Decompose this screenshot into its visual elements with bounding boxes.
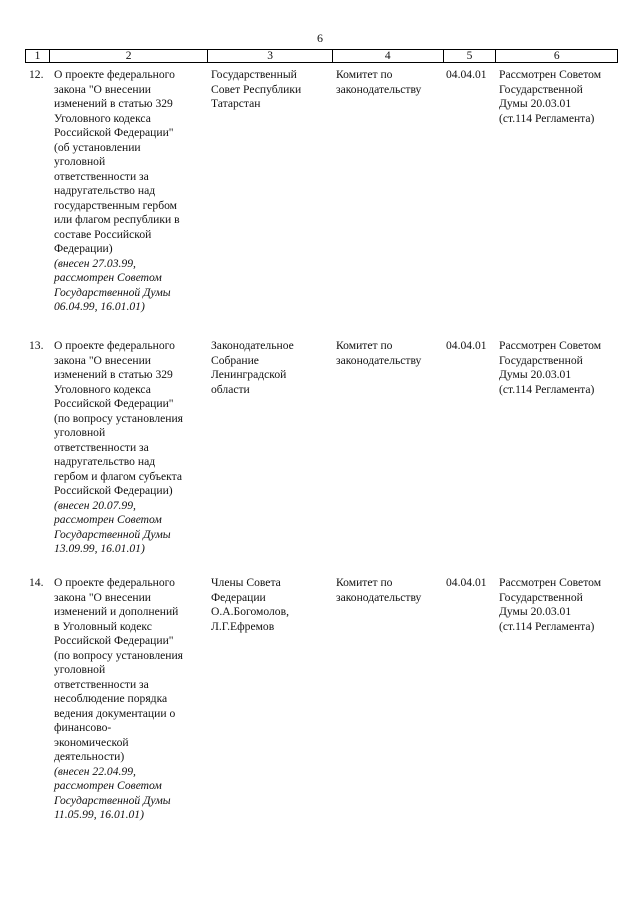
- bill-note-line: (внесен 27.03.99,: [54, 256, 136, 270]
- bill-note-line: Государственной Думы: [54, 285, 171, 299]
- bill-author-line: Собрание: [211, 353, 259, 367]
- row-number-text: 13.: [29, 339, 44, 352]
- decision-date-text: 04.04.01: [446, 576, 487, 589]
- bill-title-line: уголовной: [54, 426, 106, 439]
- bill-status-line: Государственной: [499, 590, 583, 604]
- bill-note-line: (внесен 20.07.99,: [54, 498, 136, 512]
- bill-title: [54, 339, 202, 557]
- bill-note-line: рассмотрен Советом: [54, 779, 162, 792]
- bill-author-line: области: [211, 382, 250, 396]
- bill-status-line: Рассмотрен Советом: [499, 68, 602, 81]
- bill-status-line: Государственной: [499, 82, 583, 96]
- bill-note-line: (внесен 22.04.99,: [54, 764, 136, 778]
- responsible-committee-line: законодательству: [336, 82, 422, 96]
- bill-title-line: Российской Федерации": [54, 634, 174, 647]
- bill-title-line: закона "О внесении: [54, 590, 151, 604]
- column-header-3: 3: [208, 50, 333, 62]
- bill-title-line: гербом и флагом субъекта: [54, 469, 183, 483]
- bill-status-line: (ст.114 Регламента): [499, 111, 595, 125]
- bill-title-line: Уголовного кодекса: [54, 111, 151, 125]
- bill-author-line: Татарстан: [211, 97, 261, 110]
- bill-author: [211, 576, 329, 634]
- bill-title-line: Российской Федерации": [54, 126, 174, 139]
- bill-title-line: изменений и дополнений: [54, 605, 179, 618]
- responsible-committee-line: законодательству: [336, 353, 422, 367]
- bill-title-line: закона "О внесении: [54, 82, 151, 96]
- bill-status: [499, 576, 623, 634]
- column-header-5: 5: [444, 50, 497, 62]
- column-header-1: 1: [26, 50, 50, 62]
- bill-note-line: 13.09.99, 16.01.01): [54, 542, 145, 555]
- bill-title-line: (об установлении: [54, 140, 141, 154]
- decision-date: [446, 339, 496, 354]
- bill-status-line: Рассмотрен Советом: [499, 576, 602, 589]
- bill-author-line: Законодательное: [211, 339, 294, 352]
- decision-date: [446, 68, 496, 83]
- bill-title-line: О проекте федерального: [54, 339, 175, 352]
- bill-title-line: ответственности за: [54, 677, 149, 691]
- bill-note-line: рассмотрен Советом: [54, 513, 162, 526]
- bill-status-line: (ст.114 Регламента): [499, 619, 595, 633]
- row-number: [29, 339, 51, 354]
- bill-note-line: рассмотрен Советом: [54, 271, 162, 284]
- bill-title-line: уголовной: [54, 155, 106, 168]
- column-header-2: 2: [50, 50, 208, 62]
- bill-author: [211, 68, 329, 112]
- page-number: 6: [317, 31, 323, 45]
- bill-author-line: Совет Республики: [211, 82, 302, 96]
- bill-title-line: составе Российской: [54, 227, 152, 241]
- row-number-text: 12.: [29, 68, 44, 81]
- bill-author-line: Л.Г.Ефремов: [211, 619, 275, 633]
- decision-date-text: 04.04.01: [446, 339, 487, 352]
- bill-title-line: ведения документации о: [54, 706, 176, 720]
- bill-title-line: несоблюдение порядка: [54, 692, 168, 705]
- bill-author-line: Государственный: [211, 68, 297, 81]
- bill-title-line: закона "О внесении: [54, 353, 151, 367]
- bill-title-line: ответственности за: [54, 169, 149, 183]
- bill-title: [54, 576, 202, 823]
- bill-title-line: деятельности): [54, 750, 125, 763]
- bill-status: [499, 339, 623, 397]
- bill-note-line: Государственной Думы: [54, 793, 171, 807]
- bill-title-line: О проекте федерального: [54, 576, 175, 589]
- bill-status-line: Думы 20.03.01: [499, 97, 572, 110]
- table-header-row: [25, 49, 618, 63]
- bill-author: [211, 339, 329, 397]
- bill-title-line: в Уголовный кодекс: [54, 619, 152, 633]
- row-number: [29, 576, 51, 591]
- bill-author-line: Ленинградской: [211, 368, 287, 381]
- bill-title-line: уголовной: [54, 663, 106, 676]
- responsible-committee-line: Комитет по: [336, 68, 393, 81]
- responsible-committee-line: Комитет по: [336, 339, 393, 352]
- bill-note-line: Государственной Думы: [54, 527, 171, 541]
- responsible-committee: [336, 68, 444, 97]
- responsible-committee-line: Комитет по: [336, 576, 393, 589]
- bill-title-line: (по вопросу установления: [54, 411, 184, 425]
- responsible-committee: [336, 576, 444, 605]
- column-header-4: 4: [333, 50, 444, 62]
- bill-title-line: Уголовного кодекса: [54, 382, 151, 396]
- column-header-6: 6: [553, 50, 560, 62]
- bill-author-line: Федерации: [211, 590, 266, 604]
- bill-status-line: Государственной: [499, 353, 583, 367]
- bill-title-line: надругательство над: [54, 455, 156, 468]
- responsible-committee-line: законодательству: [336, 590, 422, 604]
- decision-date-text: 04.04.01: [446, 68, 487, 81]
- bill-title-line: экономической: [54, 735, 129, 749]
- bill-status-line: Думы 20.03.01: [499, 368, 572, 381]
- bill-title-line: Российской Федерации": [54, 397, 174, 410]
- bill-title-line: О проекте федерального: [54, 68, 175, 81]
- bill-author-line: Члены Совета: [211, 576, 281, 589]
- row-number: [29, 68, 51, 83]
- bill-note-line: 11.05.99, 16.01.01): [54, 808, 144, 821]
- bill-title-line: Российской Федерации): [54, 484, 173, 497]
- bill-title-line: ответственности за: [54, 440, 149, 454]
- decision-date: [446, 576, 496, 591]
- bill-title-line: изменений в статью 329: [54, 368, 173, 381]
- row-number-text: 14.: [29, 576, 44, 589]
- bill-title-line: Федерации): [54, 242, 113, 255]
- bill-title: [54, 68, 202, 315]
- bill-author-line: О.А.Богомолов,: [211, 605, 289, 618]
- bill-status: [499, 68, 623, 126]
- bill-title-line: или флагом республики в: [54, 213, 180, 226]
- responsible-committee: [336, 339, 444, 368]
- bill-status-line: (ст.114 Регламента): [499, 382, 595, 396]
- bill-status-line: Думы 20.03.01: [499, 605, 572, 618]
- bill-title-line: надругательство над: [54, 184, 156, 197]
- bill-status-line: Рассмотрен Советом: [499, 339, 602, 352]
- bill-title-line: государственным гербом: [54, 198, 178, 212]
- bill-title-line: изменений в статью 329: [54, 97, 173, 110]
- bill-title-line: (по вопросу установления: [54, 648, 184, 662]
- bill-title-line: финансово-: [54, 721, 112, 734]
- bill-note-line: 06.04.99, 16.01.01): [54, 300, 145, 313]
